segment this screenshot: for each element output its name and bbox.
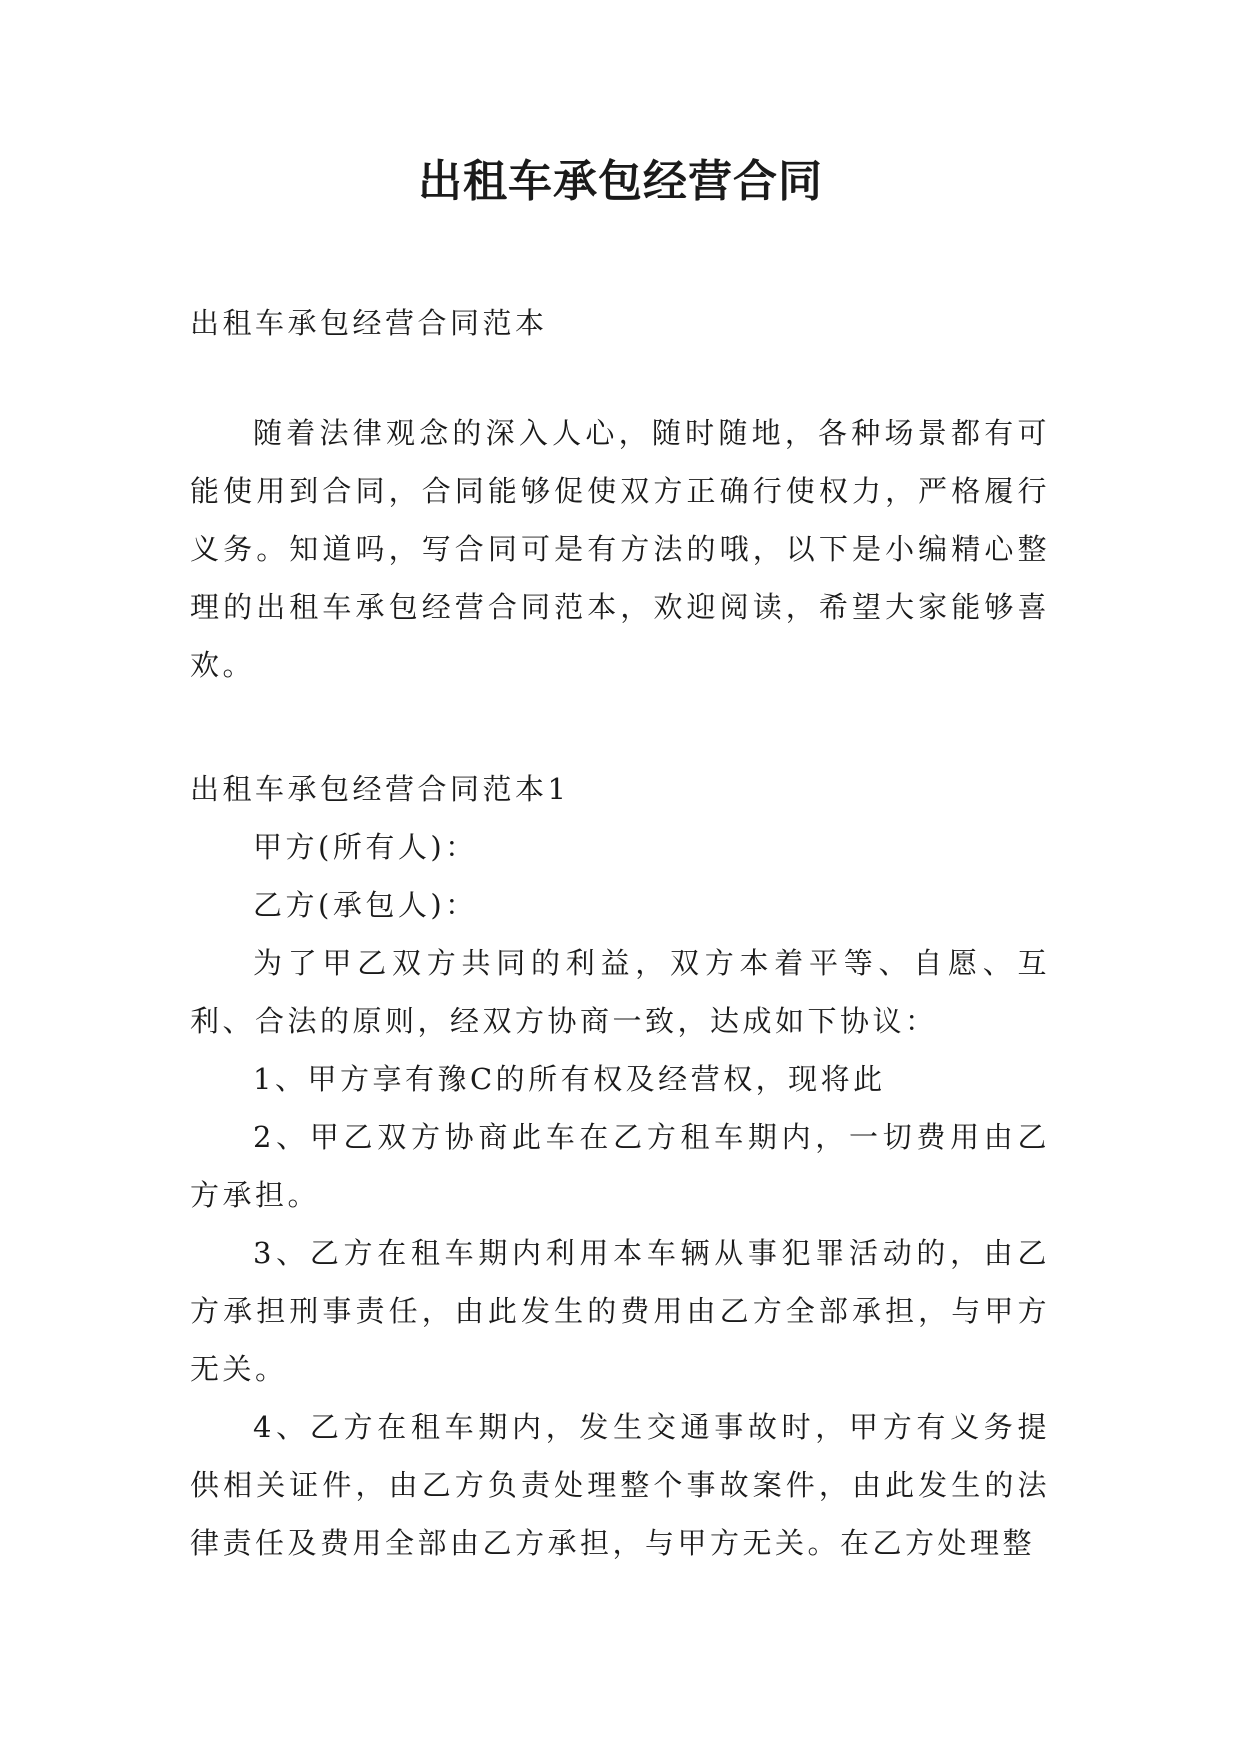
- contract-body: [190, 818, 1050, 1572]
- clause-3: 3、乙方在租车期内利用本车辆从事犯罪活动的，由乙方承担刑事责任，由此发生的费用由乙方全部承担，与甲方无关。: [190, 1236, 1050, 1386]
- section-heading: 出租车承包经营合同范本1: [190, 772, 570, 806]
- clause-2: 2、甲乙双方协商此车在乙方租车期内，一切费用由乙方承担。: [190, 1120, 1050, 1212]
- document-title: 出租车承包经营合同: [418, 156, 823, 207]
- clause-1: 1、甲方享有豫C的所有权及经营权，现将此: [253, 1062, 886, 1096]
- party-b-line: 乙方(承包人)：: [253, 888, 478, 922]
- document-subtitle: 出租车承包经营合同范本: [190, 306, 548, 340]
- intro-paragraph: 随着法律观念的深入人心，随时随地，各种场景都有可能使用到合同，合同能够促使双方正确行使权力，严格履行义务。知道吗，写合同可是有方法的哦，以下是小编精心整理的出租车承包经营合同范本，欢迎阅读，希望大家能够喜欢。: [190, 416, 1050, 682]
- clause-4: 4、乙方在租车期内，发生交通事故时，甲方有义务提供相关证件，由乙方负责处理整个事故案件，由此发生的法律责任及费用全部由乙方承担，与甲方无关。在乙方处理整: [190, 1410, 1050, 1560]
- party-a-line: 甲方(所有人)：: [253, 830, 478, 864]
- preamble-paragraph: 为了甲乙双方共同的利益，双方本着平等、自愿、互利、合法的原则，经双方协商一致，达成如下协议：: [190, 946, 1050, 1038]
